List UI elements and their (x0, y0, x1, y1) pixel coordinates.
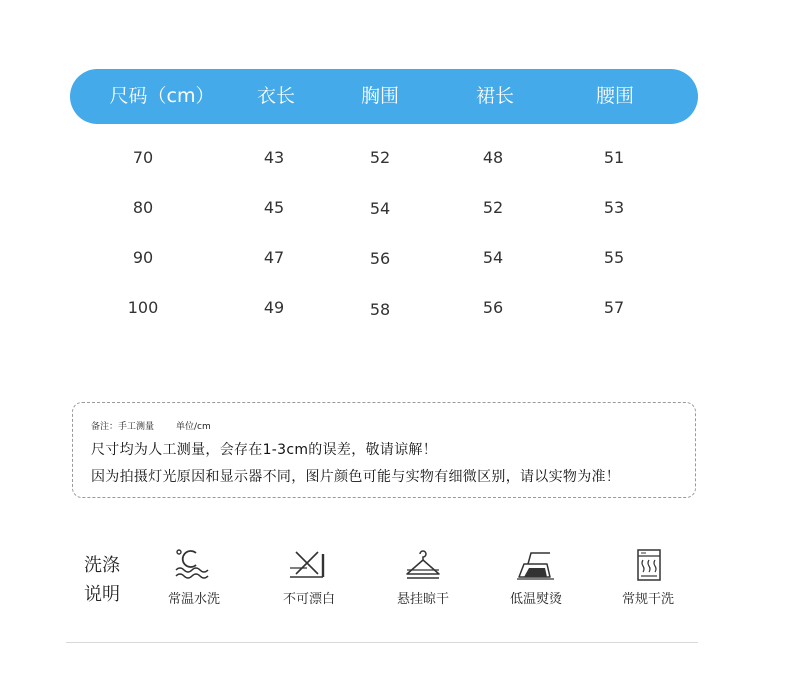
wash-temperature-icon (172, 548, 216, 582)
table-cell: 90 (132, 248, 154, 267)
care-title-line2: 说明 (84, 584, 120, 605)
header-size: 尺码（cm） (109, 85, 215, 107)
note-header (91, 419, 211, 432)
table-cell: 56 (369, 249, 391, 268)
table-cell: 48 (482, 148, 504, 167)
unit-label: 单位/cm (176, 422, 211, 432)
hang-dry-icon (401, 548, 445, 582)
table-cell: 54 (482, 248, 504, 267)
care-label: 悬挂晾干 (396, 592, 449, 607)
table-cell: 55 (603, 248, 625, 267)
care-item-hang-dry (373, 548, 473, 607)
size-table-header (70, 69, 698, 124)
remark-label: 备注：手工测量 (91, 422, 155, 432)
care-item-dry-clean (598, 548, 698, 607)
table-cell: 54 (369, 199, 391, 218)
measurement-note-box (72, 402, 696, 498)
table-cell: 57 (603, 298, 625, 317)
dry-clean-icon (626, 548, 670, 582)
table-cell: 53 (603, 198, 625, 217)
no-bleach-icon (287, 548, 331, 582)
table-cell: 52 (482, 198, 504, 217)
header-chest: 胸围 (360, 85, 400, 107)
table-cell: 56 (482, 298, 504, 317)
care-title-line1: 洗涤 (84, 555, 120, 576)
header-skirt-length: 裙长 (475, 85, 515, 107)
table-cell: 52 (369, 148, 391, 167)
header-waist: 腰围 (595, 85, 635, 107)
table-cell: 51 (603, 148, 625, 167)
low-iron-icon (514, 548, 558, 582)
care-label: 低温熨烫 (509, 592, 562, 607)
care-label: 不可漂白 (282, 592, 335, 607)
care-label: 常规干洗 (621, 592, 674, 607)
care-item-wash (144, 548, 244, 607)
bottom-divider (66, 642, 698, 643)
table-cell: 80 (132, 198, 154, 217)
care-label: 常温水洗 (167, 592, 220, 607)
note-line-color: 因为拍摄灯光原因和显示器不同，图片颜色可能与实物有细微区别，请以实物为准！ (91, 469, 621, 485)
table-cell: 100 (127, 298, 159, 317)
note-line-error: 尺寸均为人工测量，会存在1-3cm的误差，敬请谅解！ (91, 442, 437, 458)
table-cell: 43 (263, 148, 285, 167)
table-cell: 49 (263, 298, 285, 317)
care-item-no-bleach (259, 548, 359, 607)
table-cell: 45 (263, 198, 285, 217)
table-cell: 58 (369, 300, 391, 319)
header-length: 衣长 (256, 85, 296, 107)
table-cell: 47 (263, 248, 285, 267)
care-item-low-iron (486, 548, 586, 607)
table-cell: 70 (132, 148, 154, 167)
